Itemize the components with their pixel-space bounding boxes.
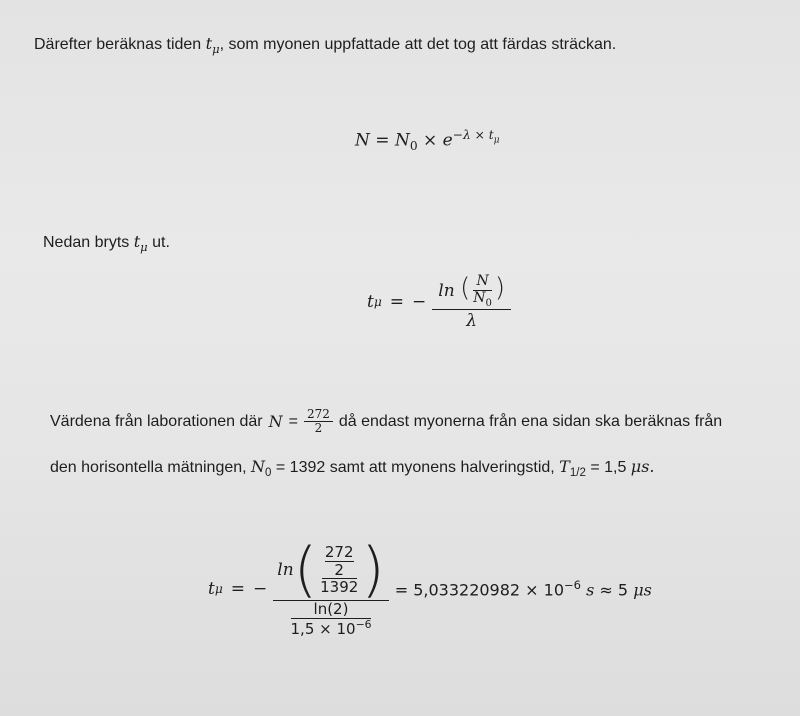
fraction-main: ln ( 272 2 1392 ) ln(2) $1,5 \times 10^{-6}$ [273, 540, 388, 637]
intro-text [34, 34, 616, 56]
intro-var: $t_\mu$ [205, 34, 220, 57]
values-line-1: Värdena från laborationen där N = $\frac{272}{2}$ då endast myonerna från ena sidan ska beräknas från [50, 407, 723, 436]
equation-t-mu: t μ = − ln ( $\frac{N}{N_0}$ ) λ [367, 274, 511, 330]
intro-pre: Därefter beräknas tiden [34, 36, 202, 53]
nedan-text: Nedan bryts $t_\mu$ ut. [43, 232, 170, 255]
intro-post: , som myonen uppfattade att det tog att färdas sträckan. [219, 36, 617, 53]
equation-result: t μ = − ln ( 272 2 1392 ) ln(2) $1,5 \times 10^{-6}$ = $5,033220982 \times 10^{-6}$ s ≈ 5 μs [208, 535, 652, 638]
fraction-ln-over-lambda: ln ( $\frac{N}{N_0}$ ) λ [432, 274, 511, 330]
values-line-2: den horisontella mätningen, $N_0 = 1392$ samt att myonens halveringstid, $T_{1/2} = 1,5$ μs. [50, 457, 655, 480]
equation-decay: $N = N_0 \times e^{-\lambda \times t_\mu}$ [355, 128, 500, 154]
